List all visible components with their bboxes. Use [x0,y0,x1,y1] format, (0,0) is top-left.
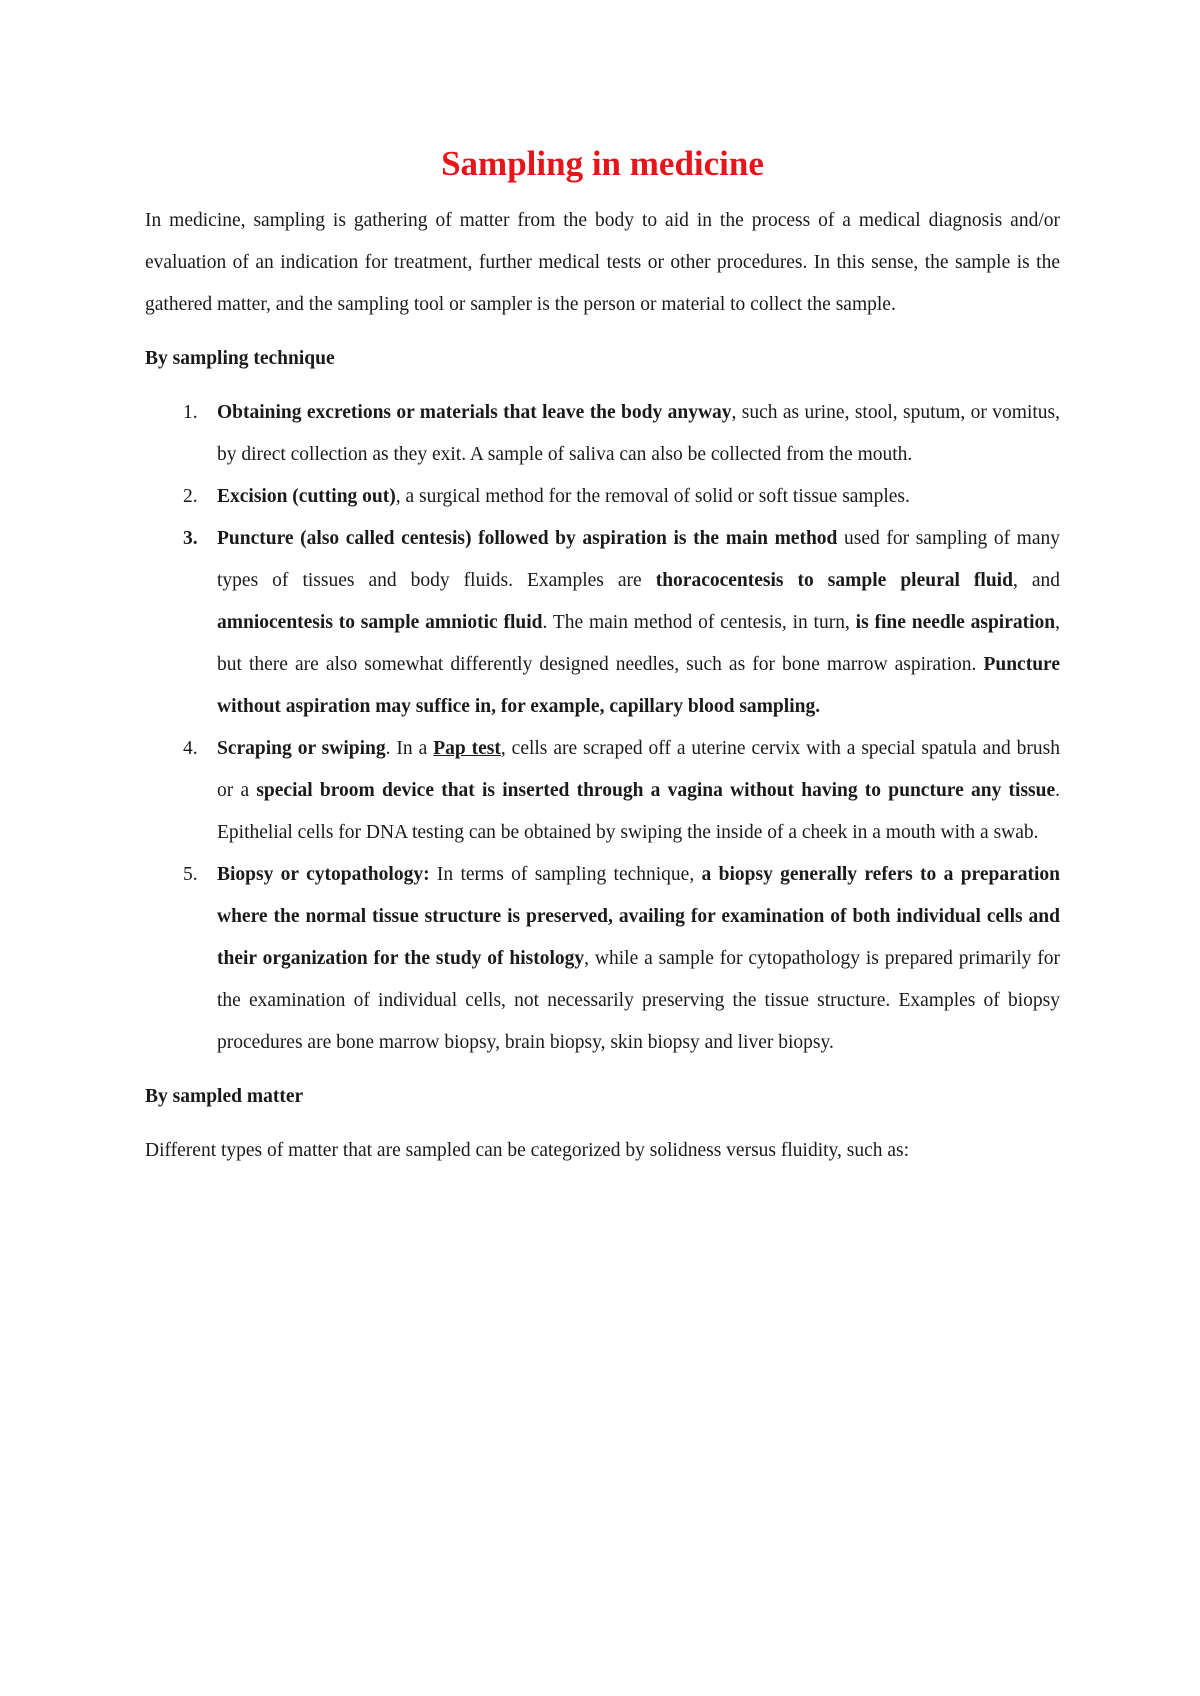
matter-paragraph: Different types of matter that are sampled can be categorized by solidness versus fluidity, such as: [145,1140,910,1161]
item-text: . The main method of centesis, in turn, [542,612,856,633]
item-text: . Epithelial cells for DNA testing can be obtained by swiping the inside of a cheek in a mouth with a swab. [217,780,1061,843]
item-text: , cells are scraped off a uterine cervix with a special spatula and brush or a [217,738,1060,801]
item-text: . In a [385,738,434,759]
list-item [145,518,1060,728]
item-text: , while a sample for cytopathology is prepared primarily for the examination of individual cells, not necessarily preserving the tissue structure. Examples of biopsy procedures are bone marrow biopsy, brain biopsy, skin biopsy and liver biopsy. [217,948,1060,1053]
list-item [145,476,1060,518]
item-text: In terms of sampling technique, [429,864,702,885]
item-bold-text: Excision (cutting out) [217,486,396,507]
item-bold-text: a biopsy generally refers to a preparation where the normal tissue structure is preserved, availing for examination of both individual cells and their organization for the study of histology [217,864,1061,969]
item-bold-text: is fine needle aspiration [855,612,1056,633]
item-text: , a surgical method for the removal of solid or soft tissue samples. [395,486,910,507]
item-bold-text: Puncture (also called centesis) followed by aspiration is the main method [217,528,838,549]
list-number: 2. [183,486,198,507]
item-text: , such as urine, stool, sputum, or vomitus, by direct collection as they exit. A sample of saliva can also be collected from the mouth. [217,402,1060,465]
list-number: 3. [183,528,198,549]
list-item [145,854,1060,1064]
intro-paragraph: In medicine, sampling is gathering of matter from the body to aid in the process of a medical diagnosis and/or evaluation of an indication for treatment, further medical tests or other procedures. In this sense, the sample is the gathered matter, and the sampling tool or sampler is the person or material to collect the sample. [145,210,1060,315]
page-title: Sampling in medicine [441,144,764,183]
list-number: 4. [183,738,198,759]
item-bold-text: special broom device that is inserted through a vagina without having to puncture any tissue [256,780,1056,801]
technique-list [145,392,1060,1064]
list-number: 1. [183,402,198,423]
item-bold-text: Biopsy or cytopathology: [217,864,430,885]
list-item [145,392,1060,476]
pap-test-link[interactable]: Pap test [433,738,501,759]
item-text: , and [1012,570,1061,591]
item-bold-text: thoracocentesis to sample pleural fluid [655,570,1013,591]
section-heading-matter: By sampled matter [145,1086,304,1107]
item-bold-text: Obtaining excretions or materials that leave the body anyway [217,402,732,423]
item-text: used for sampling of many types of tissues and body fluids. Examples are [217,528,1061,591]
list-item [145,728,1060,854]
list-number: 5. [183,864,198,885]
item-bold-text: Scraping or swiping [217,738,386,759]
item-text: , but there are also somewhat differently designed needles, such as for bone marrow aspiration. [217,612,1060,675]
item-bold-text: amniocentesis to sample amniotic fluid [217,612,543,633]
item-bold-text: Puncture without aspiration may suffice in, for example, capillary blood sampling. [217,654,1060,717]
section-heading-technique: By sampling technique [145,348,335,369]
